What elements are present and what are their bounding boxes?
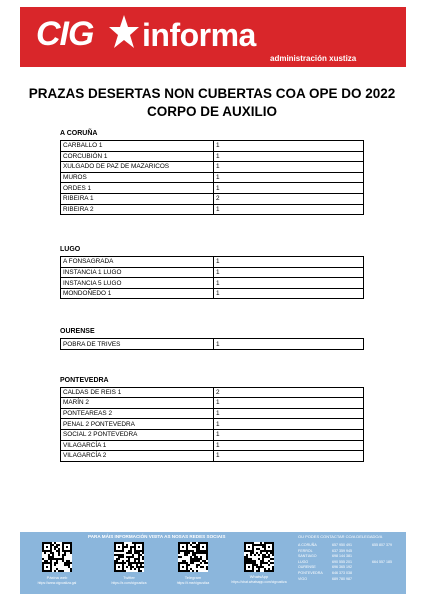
count-cell: 1 — [214, 429, 364, 440]
table-row — [61, 151, 364, 162]
qr-url-telegram[interactable]: https://t.me/cigxustiza — [176, 581, 210, 585]
count-cell: 1 — [214, 451, 364, 462]
contact-phone[interactable]: 664 557 185 — [372, 559, 392, 564]
count-cell: 1 — [214, 278, 364, 289]
document-subtitle: CORPO DE AUXILIO — [146, 104, 277, 119]
contact-phone[interactable]: 696 365 192 — [332, 565, 352, 570]
count-cell: 1 — [214, 141, 364, 152]
star-icon — [108, 13, 140, 56]
region-table — [60, 140, 364, 215]
contact-phone[interactable]: 646 373 038 — [332, 570, 352, 575]
contact-phone[interactable]: 690 555 201 — [332, 559, 352, 564]
count-cell: 1 — [214, 398, 364, 409]
count-cell: 1 — [214, 408, 364, 419]
qr-label-web: Páxina web — [46, 575, 68, 580]
table-row — [61, 408, 364, 419]
contact-phone[interactable]: 689 780 987 — [332, 576, 352, 581]
contact-phone[interactable]: 657 950 491 — [332, 543, 352, 547]
table-row — [61, 193, 364, 204]
table-row — [61, 398, 364, 409]
table-row — [61, 387, 364, 398]
social-title: PARA MÁIS INFORMACIÓN VISITA AS NOSAS REDES SOCIAIS — [88, 534, 226, 539]
table-row — [61, 429, 364, 440]
qr-url-web[interactable]: https://www.cigxustiza.gal — [37, 581, 77, 585]
count-cell: 1 — [214, 339, 364, 350]
brand-header — [20, 7, 406, 67]
logo-informa: informa — [142, 17, 256, 53]
place-cell: SOCIAL 2 PONTEVEDRA — [61, 429, 214, 440]
table-row — [61, 339, 364, 350]
place-cell: INSTANCIA 5 LUGO — [61, 278, 214, 289]
table-row — [61, 141, 364, 152]
region-heading: LUGO — [60, 246, 81, 254]
place-cell: PONTEAREAS 2 — [61, 408, 214, 419]
place-cell: VILAGARCÍA 1 — [61, 440, 214, 451]
document-title: PRAZAS DESERTAS NON CUBERTAS COA OPE DO 2022 — [28, 86, 396, 101]
place-cell: MONDOÑEDO 1 — [61, 288, 214, 299]
region-table — [60, 387, 364, 462]
place-cell: PENAL 2 PONTEVEDRA — [61, 419, 214, 430]
count-cell: 1 — [214, 440, 364, 451]
contact-phone[interactable]: 655 807 379 — [372, 543, 392, 547]
qr-code-twitter[interactable] — [114, 542, 144, 572]
contact-row — [298, 577, 412, 583]
contact-phone[interactable]: 637 359 945 — [332, 548, 352, 553]
contact-place: LUGO — [298, 559, 309, 564]
contact-place: FERROL — [298, 548, 313, 553]
count-cell: 1 — [214, 151, 364, 162]
region-table — [60, 256, 364, 299]
table-row — [61, 172, 364, 183]
footer-panel — [20, 532, 406, 594]
contact-place: PONTEVEDRA — [298, 570, 323, 575]
table-row — [61, 451, 364, 462]
count-cell: 1 — [214, 162, 364, 173]
count-cell: 1 — [214, 257, 364, 268]
place-cell: RIBEIRA 1 — [61, 193, 214, 204]
place-cell: XULGADO DE PAZ DE MAZARICOS — [61, 162, 214, 173]
table-row — [61, 162, 364, 173]
contact-title: OU PODES CONTACTAR CO/A DELEGADO/A — [298, 534, 383, 539]
place-cell: CORCUBIÓN 1 — [61, 151, 214, 162]
count-cell: 1 — [214, 267, 364, 278]
table-row — [61, 288, 364, 299]
count-cell: 1 — [214, 183, 364, 194]
region-heading: OURENSE — [60, 328, 95, 336]
contact-place: OURENSE — [298, 565, 316, 570]
count-cell: 1 — [214, 288, 364, 299]
count-cell: 1 — [214, 204, 364, 215]
qr-url-twitter[interactable]: https://x.com/cigxustiza — [111, 581, 147, 585]
place-cell: INSTANCIA 1 LUGO — [61, 267, 214, 278]
logo-subtitle: administración xustiza — [270, 54, 357, 63]
count-cell: 1 — [214, 172, 364, 183]
place-cell: ORDES 1 — [61, 183, 214, 194]
qr-label-telegram: Telegram — [184, 575, 202, 580]
contact-phone[interactable]: 698 144 381 — [332, 554, 352, 559]
place-cell: CARBALLO 1 — [61, 141, 214, 152]
count-cell: 2 — [214, 387, 364, 398]
qr-url-whatsapp[interactable]: https://chat.whatsapp.com/cigxustiza — [231, 580, 287, 584]
contact-place: SANTIAGO — [298, 554, 317, 559]
table-row — [61, 440, 364, 451]
qr-label-twitter: Twitter — [123, 575, 135, 580]
count-cell: 1 — [214, 419, 364, 430]
contacts-list — [298, 543, 412, 582]
count-cell: 2 — [214, 193, 364, 204]
place-cell: VILAGARCÍA 2 — [61, 451, 214, 462]
place-cell: POBRA DE TRIVES — [61, 339, 214, 350]
region-heading: A CORUÑA — [60, 130, 98, 137]
qr-code-web[interactable] — [42, 542, 72, 572]
place-cell: A FONSAGRADA — [61, 257, 214, 268]
place-cell: RIBEIRA 2 — [61, 204, 214, 215]
region-table — [60, 338, 364, 350]
table-row — [61, 204, 364, 215]
place-cell: MUROS — [61, 172, 214, 183]
qr-code-telegram[interactable] — [178, 542, 208, 572]
place-cell: CALDAS DE REIS 1 — [61, 387, 214, 398]
table-row — [61, 183, 364, 194]
table-row — [61, 419, 364, 430]
table-row — [61, 257, 364, 268]
table-row — [61, 278, 364, 289]
qr-code-whatsapp[interactable] — [244, 542, 274, 572]
logo-cig: CIG — [36, 15, 94, 53]
place-cell: MARÍN 2 — [61, 398, 214, 409]
qr-label-whatsapp: WhatsApp — [249, 574, 269, 579]
table-row — [61, 267, 364, 278]
contact-place: VIGO — [298, 576, 307, 581]
region-heading: PONTEVEDRA — [60, 376, 109, 384]
contact-place: A CORUÑA — [298, 543, 317, 547]
